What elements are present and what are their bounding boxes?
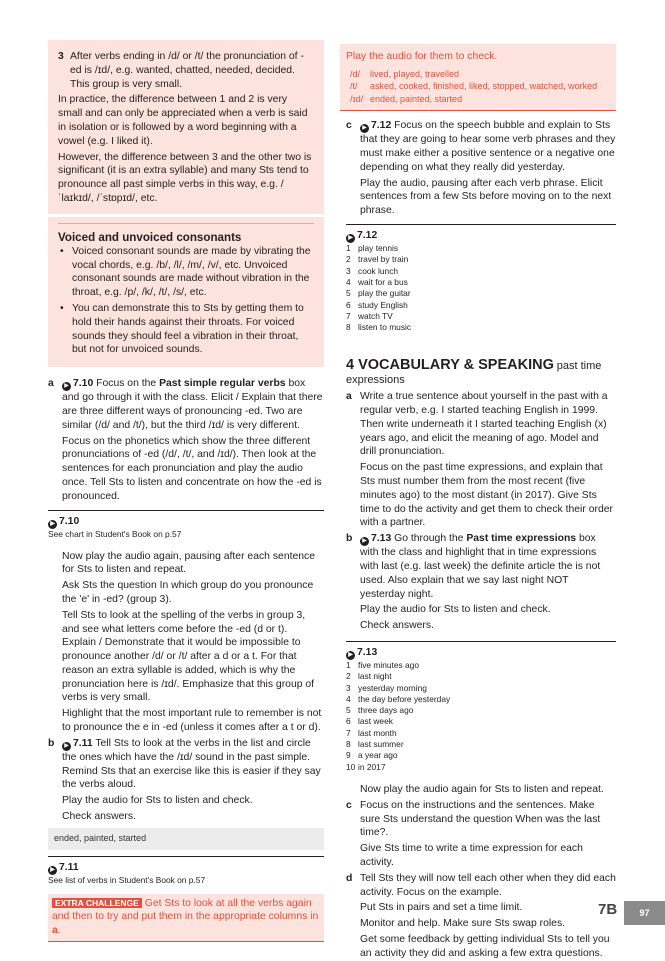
list-item: 6 study English (346, 299, 408, 310)
phoneme: /t/ (350, 81, 358, 92)
list-item: 1 five minutes ago (346, 660, 419, 670)
phoneme: /ɪd/ (350, 93, 364, 104)
step-a-para2: Focus on the phonetics which show the three different pronunciations of -ed (/d/, /t/, and /ɪd/). Then look at the sentences for each pronunciation and play the audio once. Tell Sts to listen and concentrate on how the -ed is pronounced. (62, 435, 322, 502)
note-paragraph-2: However, the difference between 3 and the other two is significant (it is an extra syllable) and many Sts tend to pronounce all past simple verbs in this way, e.g. /ˈlaɪkɪd/, /ˈstɒpɪd/, etc. (58, 151, 312, 204)
list-item: 5 three days ago (346, 705, 414, 716)
audio-icon[interactable]: ▶ (346, 234, 355, 243)
track-note: See list of verbs in Student's Book on p.57 (48, 874, 206, 885)
step-b-body: Tell Sts to look at the verbs in the list and circle the ones which have the /ɪd/ sound in the past simple. Remind Sts that an exercise like this is easier if they say the verbs aloud. (62, 737, 321, 791)
section-step-a-para2: Focus on the past time expressions, and explain that Sts must number them from the most recent (five minutes ago) to the most distant (in 2017). Give Sts time to do the activity and get them to check their order with a partner. (360, 462, 613, 529)
words: lived, played, travelled (370, 68, 460, 79)
step-letter: b (346, 533, 353, 545)
step-a-text (62, 377, 324, 432)
step-letter: c (346, 120, 352, 132)
answer-box: ended, painted, started (48, 828, 324, 850)
list-item: 8 last summer (346, 739, 404, 750)
section-step-b-text (360, 532, 616, 601)
section-step-d-para4: Get some feedback by getting individual Sts to tell you an activity they did and asking a few extra questions. (360, 933, 610, 959)
pink-title: Play the audio for them to check. (346, 51, 498, 62)
step-b (48, 737, 324, 824)
rule-number: 3 (58, 51, 64, 62)
section-step-c-para2: Give Sts time to write a time expression for each activity. (360, 843, 583, 868)
voiced-heading: Voiced and unvoiced consonants (58, 230, 242, 244)
step-b-para2: Play the audio for Sts to listen and check. (62, 795, 253, 807)
step-c-text (360, 119, 616, 174)
step-c (346, 119, 616, 218)
sound-row (346, 80, 610, 93)
section-step-b-para3: Check answers. (360, 620, 434, 632)
pronunciation-note-box (48, 40, 324, 214)
step-letter: d (346, 872, 353, 884)
list-item: 2 travel by train (346, 254, 409, 265)
list-item: 7 watch TV (346, 310, 393, 321)
section-step-b-para2: Play the audio for Sts to listen and check. (360, 604, 551, 616)
track-list (346, 243, 616, 333)
step-letter: a (48, 378, 54, 390)
list-item: 10 in 2017 (346, 761, 386, 772)
left-column (48, 40, 324, 942)
audio-icon[interactable]: ▶ (360, 537, 369, 546)
track-7-10 (48, 510, 324, 540)
audio-icon[interactable]: ▶ (48, 866, 57, 875)
track-head-label: 7.13 (357, 647, 378, 658)
step-a-pre: Focus on the (96, 378, 157, 390)
after-7-10 (48, 550, 324, 735)
track-head (48, 515, 324, 529)
list-item: 1 play tennis (346, 243, 399, 254)
section-step-c (346, 799, 616, 870)
track-7-13 (346, 641, 616, 773)
list-item: 4 wait for a bus (346, 276, 408, 287)
after-para-4: Highlight that the most important rule to remember is not to pronounce the e in -ed (unless it comes after a t or d). (62, 708, 322, 734)
sound-row (346, 93, 610, 106)
right-column (346, 44, 616, 961)
track-7-11 (48, 856, 324, 886)
extra-challenge-end: . (57, 925, 61, 937)
track-head-label: 7.11 (59, 861, 79, 873)
list-item: 7 last month (346, 727, 397, 738)
audio-icon[interactable]: ▶ (346, 651, 355, 660)
section-subtitle: past time expressions (346, 360, 602, 387)
section-title: 4 VOCABULARY & SPEAKING (346, 357, 554, 374)
rule-3 (58, 50, 314, 91)
step-letter: c (346, 799, 352, 811)
section-step-d-para2: Put Sts in pairs and set a time limit. (360, 902, 523, 914)
step-a (48, 377, 324, 503)
step-body: box with the class and highlight that in time expressions with last (e.g. last week) the definite article the is not used. Also explain that we say last night NOT yesterday night. (360, 533, 601, 600)
note-paragraph-1: In practice, the difference between 1 and 2 is very small and can only be appreciated when a verb is said in isolation or is followed by a word beginning with a vowel (e.g. I liked it). (58, 94, 308, 147)
sound-groups (346, 68, 610, 106)
after-para-3: Tell Sts to look at the spelling of the verbs in group 3, and see what letters come before the -ed (d or t). Explain / Demonstrate that it would be impossible to pronounce another /d/ or /t/ after a d or a t. For that reason an extra syllable is added, which is why the pronunciation here is /ɪd/. Emphasize that this group of verbs is very small. (62, 609, 315, 704)
section-step-b (346, 532, 616, 633)
box-divider (58, 223, 314, 224)
track-head-label: 7.10 (59, 515, 80, 527)
track-7-12 (346, 224, 616, 333)
step-c-body: Focus on the speech bubble and explain to Sts that they are going to hear some verb phrases and they must make either a positive sentence or a negative one depending on what they really did yesterday. (360, 120, 616, 173)
after-para-1: Now play the audio again, pausing after each sentence for Sts to listen and repeat. (62, 550, 316, 576)
section-step-d-text: Tell Sts they will now tell each other when they did each activity. Focus on the example. (360, 872, 616, 898)
audio-icon[interactable]: ▶ (62, 382, 71, 391)
track-head (48, 861, 324, 875)
step-b-para3: Check answers. (62, 811, 136, 823)
step-b-text (62, 737, 324, 792)
extra-challenge-ref: a (52, 925, 58, 937)
section-step-c-text: Focus on the instructions and the sentences. Make sure Sts understand the question When was the last time?. (360, 799, 601, 839)
track-note: See chart in Student's Book on p.57 (48, 528, 182, 539)
list-item: 3 yesterday morning (346, 682, 427, 693)
track-number: 7.11 (73, 737, 93, 749)
extra-challenge-badge: EXTRA CHALLENGE (52, 898, 142, 908)
rule-3-text: After verbs ending in /d/ or /t/ the pronunciation of -ed is /ɪd/, e.g. wanted, chatted, needed, decided. This group is very small. (70, 51, 304, 90)
voiced-unvoiced-box (48, 217, 324, 367)
track-list (346, 660, 616, 773)
audio-icon[interactable]: ▶ (62, 742, 71, 751)
step-letter: a (346, 391, 352, 403)
words: asked, cooked, finished, liked, stopped, watched, worked (370, 81, 598, 92)
step-a-bold: Past simple regular verbs (159, 378, 286, 390)
step-letter: b (48, 737, 55, 749)
extra-challenge-text: Get Sts to look at all the verbs again and then to try and put them in the appropriate columns in (52, 897, 319, 923)
step-pre: Go through the (394, 533, 464, 545)
track-number: 7.13 (371, 533, 392, 545)
list-item: 5 play the guitar (346, 288, 411, 299)
words: ended, painted, started (370, 93, 463, 104)
step-c-para2: Play the audio, pausing after each verb phrase. Elicit sentences from a few Sts before moving on to the next phrase. (360, 177, 612, 217)
after-para-2: Ask Sts the question In which group do you pronounce the 'e' in -ed? (group 3). (62, 580, 314, 605)
list-item: 2 last night (346, 671, 392, 682)
after-7-13: Now play the audio again for Sts to listen and repeat. (360, 783, 604, 795)
page-number: 97 (624, 901, 665, 925)
track-head-label: 7.12 (357, 230, 378, 242)
section-step-a-text: Write a true sentence about yourself in the past with a regular verb, e.g. I started teaching English in 1999. Then write underneath it I started teaching English (x) years ago, and elicit the meaning of ago. Model and drill pronunciation. (360, 391, 608, 458)
audio-icon[interactable]: ▶ (48, 520, 57, 529)
answer-pink-box (340, 44, 616, 111)
step-a-body: box and go through it with the class. Elicit / Explain that there are three different ways of pronouncing -ed. Two are similar (/d/ and /t/), but the third /ɪd/ is very different. (62, 378, 323, 431)
list-item: 6 last week (346, 716, 393, 727)
extra-challenge (48, 894, 324, 942)
step-bold: Past time expressions (466, 533, 577, 545)
track-number: 7.12 (371, 120, 392, 132)
track-head (346, 229, 616, 243)
phoneme: /d/ (350, 68, 361, 79)
section-heading (346, 357, 616, 388)
section-step-d-para3: Monitor and help. Make sure Sts swap roles. (360, 918, 566, 930)
section-step-d (346, 872, 616, 961)
list-item: 9 a year ago (346, 750, 398, 761)
list-item: 4 the day before yesterday (346, 693, 451, 704)
voiced-bullet-1: • Voiced consonant sounds are made by vibrating the vocal chords, e.g. /b/, /l/, /m/, /v/, etc. Unvoiced consonant sounds are made without vibration in the throat, e.g. /p/, /k/, /t/, /s/, etc. (58, 245, 314, 300)
sound-row (346, 68, 610, 81)
voiced-bullet-2: • You can demonstrate this to Sts by getting them to hold their hands against their throats. For voiced sounds they should feel a vibration in their throat, but not for unvoiced sounds. (58, 302, 314, 357)
list-item: 8 listen to music (346, 322, 412, 333)
track-head (346, 646, 616, 660)
track-number: 7.10 (73, 378, 94, 390)
unit-label: 7B (598, 901, 618, 918)
list-item: 3 cook lunch (346, 265, 399, 276)
section-step-a (346, 390, 616, 530)
audio-icon[interactable]: ▶ (360, 124, 369, 133)
